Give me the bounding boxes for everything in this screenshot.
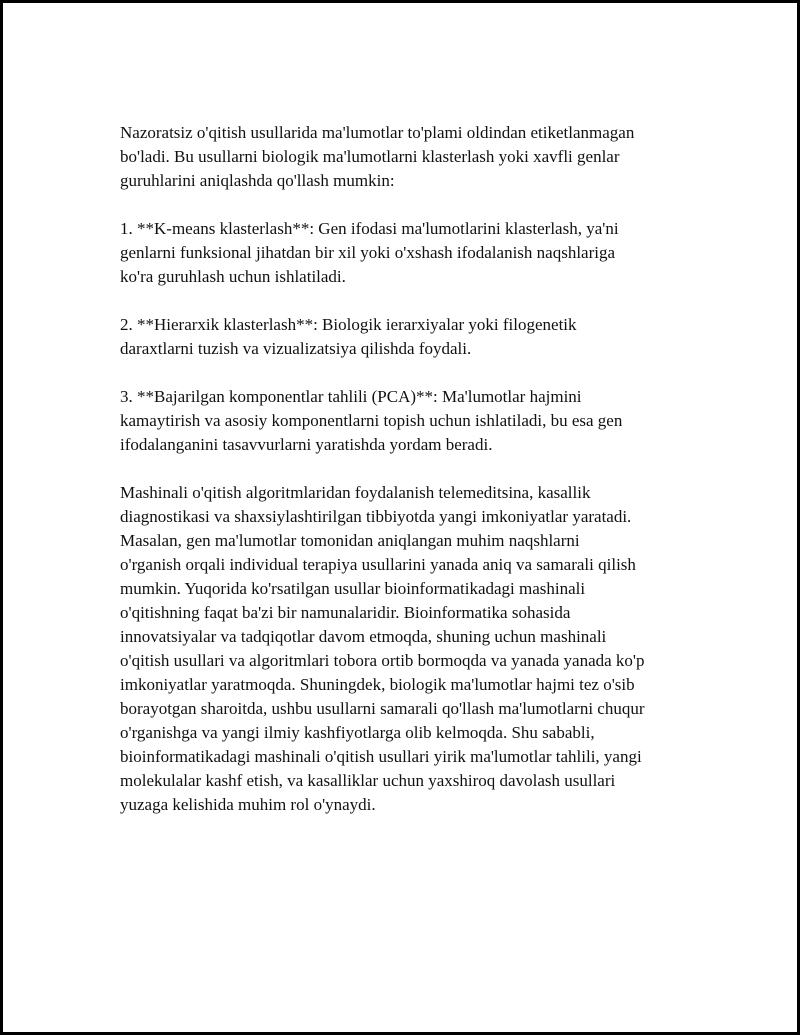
text-line: borayotgan sharoitda, ushbu usullarni samarali qo'llash ma'lumotlarni chuqur — [120, 699, 645, 718]
text-line: ko'ra guruhlash uchun ishlatiladi. — [120, 267, 346, 286]
text-line: molekulalar kashf etish, va kasalliklar uchun yaxshiroq davolash usullari — [120, 771, 616, 790]
text-line: 1. **K-means klasterlash**: Gen ifodasi ma'lumotlarini klasterlash, ya'ni — [120, 219, 619, 238]
text-line: Nazoratsiz o'qitish usullarida ma'lumotlar to'plami oldindan etiketlanmagan — [120, 123, 635, 142]
paragraph-item-2 — [120, 313, 700, 361]
text-line: guruhlarini aniqlashda qo'llash mumkin: — [120, 171, 395, 190]
text-line: innovatsiyalar va tadqiqotlar davom etmoqda, shuning uchun mashinali — [120, 627, 607, 646]
text-line: o'qitish usullari va algoritmlari tobora ortib bormoqda va yanada yanada ko'p — [120, 651, 645, 670]
text-line: 2. **Hierarxik klasterlash**: Biologik ierarxiyalar yoki filogenetik — [120, 315, 577, 334]
text-line: mumkin. Yuqorida ko'rsatilgan usullar bioinformatikadagi mashinali — [120, 579, 586, 598]
paragraph-conclusion — [120, 481, 700, 817]
text-line: o'rganish orqali individual terapiya usullarini yanada aniq va samarali qilish — [120, 555, 636, 574]
document-body — [120, 121, 700, 841]
paragraph-intro — [120, 121, 700, 193]
text-line: imkoniyatlar yaratmoqda. Shuningdek, biologik ma'lumotlar hajmi tez o'sib — [120, 675, 635, 694]
text-line: diagnostikasi va shaxsiylashtirilgan tibbiyotda yangi imkoniyatlar yaratadi. — [120, 507, 632, 526]
text-line: daraxtlarni tuzish va vizualizatsiya qilishda foydali. — [120, 339, 472, 358]
text-line: Mashinali o'qitish algoritmlaridan foydalanish telemeditsina, kasallik — [120, 483, 591, 502]
paragraph-item-1 — [120, 217, 700, 289]
text-line: genlarni funksional jihatdan bir xil yoki o'xshash ifodalanish naqshlariga — [120, 243, 616, 262]
text-line: bioinformatikadagi mashinali o'qitish usullari yirik ma'lumotlar tahlili, yangi — [120, 747, 642, 766]
text-line: kamaytirish va asosiy komponentlarni topish uchun ishlatiladi, bu esa gen — [120, 411, 623, 430]
text-line: o'qitishning faqat ba'zi bir namunalaridir. Bioinformatika sohasida — [120, 603, 571, 622]
text-line: yuzaga kelishida muhim rol o'ynaydi. — [120, 795, 376, 814]
text-line: ifodalanganini tasavvurlarni yaratishda yordam beradi. — [120, 435, 493, 454]
text-line: 3. **Bajarilgan komponentlar tahlili (PCA)**: Ma'lumotlar hajmini — [120, 387, 582, 406]
text-line: o'rganishga va yangi ilmiy kashfiyotlarga olib kelmoqda. Shu sababli, — [120, 723, 595, 742]
text-line: bo'ladi. Bu usullarni biologik ma'lumotlarni klasterlash yoki xavfli genlar — [120, 147, 620, 166]
paragraph-item-3 — [120, 385, 700, 457]
text-line: Masalan, gen ma'lumotlar tomonidan aniqlangan muhim naqshlarni — [120, 531, 580, 550]
